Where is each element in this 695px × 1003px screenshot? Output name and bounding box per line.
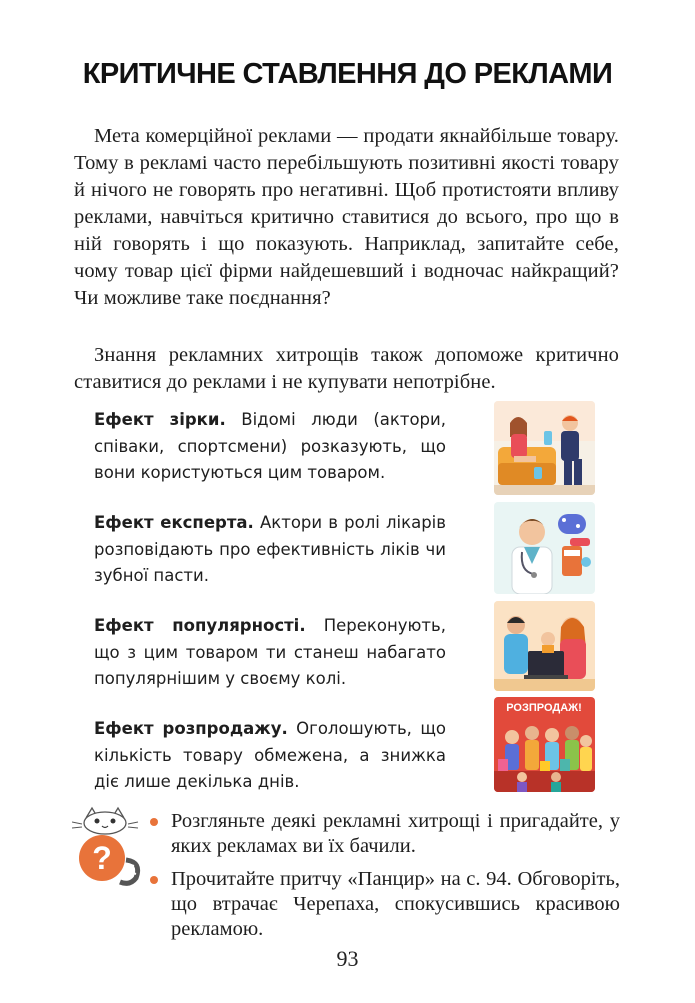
effect-sale-text: Оголошують, що кількість товару обмежена, а знижка діє лише декілька днів.: [94, 719, 446, 791]
task-list: [145, 809, 620, 950]
bullet-icon: [150, 818, 158, 826]
effect-expert: [94, 510, 446, 590]
bullet-icon: [150, 876, 158, 884]
list-item: [145, 867, 620, 942]
effect-expert-text: Актори в ролі лікарів розповідають про ефективність ліків чи зубної пасти.: [94, 513, 446, 585]
effect-sale: [94, 716, 446, 796]
effect-star: [94, 407, 446, 487]
second-paragraph: Знання рекламних хитрощів також допоможе критично ставитися до реклами і не купувати непотрібне.: [74, 344, 619, 393]
question-mark: ?: [92, 840, 112, 876]
sale-ad-illustration: [494, 697, 595, 792]
celebrity-ad-illustration: [494, 401, 595, 495]
effect-expert-term: Ефект експерта.: [94, 513, 254, 532]
page-number: 93: [336, 946, 359, 971]
task-text: Розгляньте деякі рекламні хитрощі і пригадайте, у яких рекламах ви їх бачили.: [171, 810, 620, 857]
cat-question-icon: [72, 806, 142, 886]
effect-popularity-text: Переконують, що з цим товаром ти станеш набагато популярнішим у своєму колі.: [94, 616, 446, 688]
list-item: [145, 809, 620, 859]
effect-popularity-term: Ефект популярності.: [94, 616, 306, 635]
task-text: Прочитайте притчу «Панцир» на с. 94. Обговоріть, що втрачає Черепаха, спокусившись красивою рекламою.: [171, 868, 620, 940]
intro-paragraph: Мета комерційної реклами — продати якнайбільше товару. Тому в рекламі часто перебільшують позитивні якості товару й нічого не говорять про негативні. Щоб протистояти впливу реклами, навчіться критично ставитися до всього, про що в ній говорять і що показують. Наприклад, запитайте себе, чому товар цієї фірми найдешевший і водночас найкращий? Чи можливе таке поєднання?: [74, 125, 619, 309]
effect-star-text: Відомі люди (актори, співаки, спортсмени) розказують, що вони користуються цим товаром.: [94, 410, 447, 482]
effect-popularity: [94, 613, 446, 693]
doctor-ad-illustration: [494, 502, 595, 594]
effect-star-term: Ефект зірки.: [94, 410, 226, 429]
page-title: КРИТИЧНЕ СТАВЛЕННЯ ДО РЕКЛАМИ: [82, 58, 613, 90]
effect-sale-term: Ефект розпродажу.: [94, 719, 288, 738]
sale-banner: РОЗПРОДАЖ!: [506, 702, 582, 714]
popularity-ad-illustration: [494, 601, 595, 691]
